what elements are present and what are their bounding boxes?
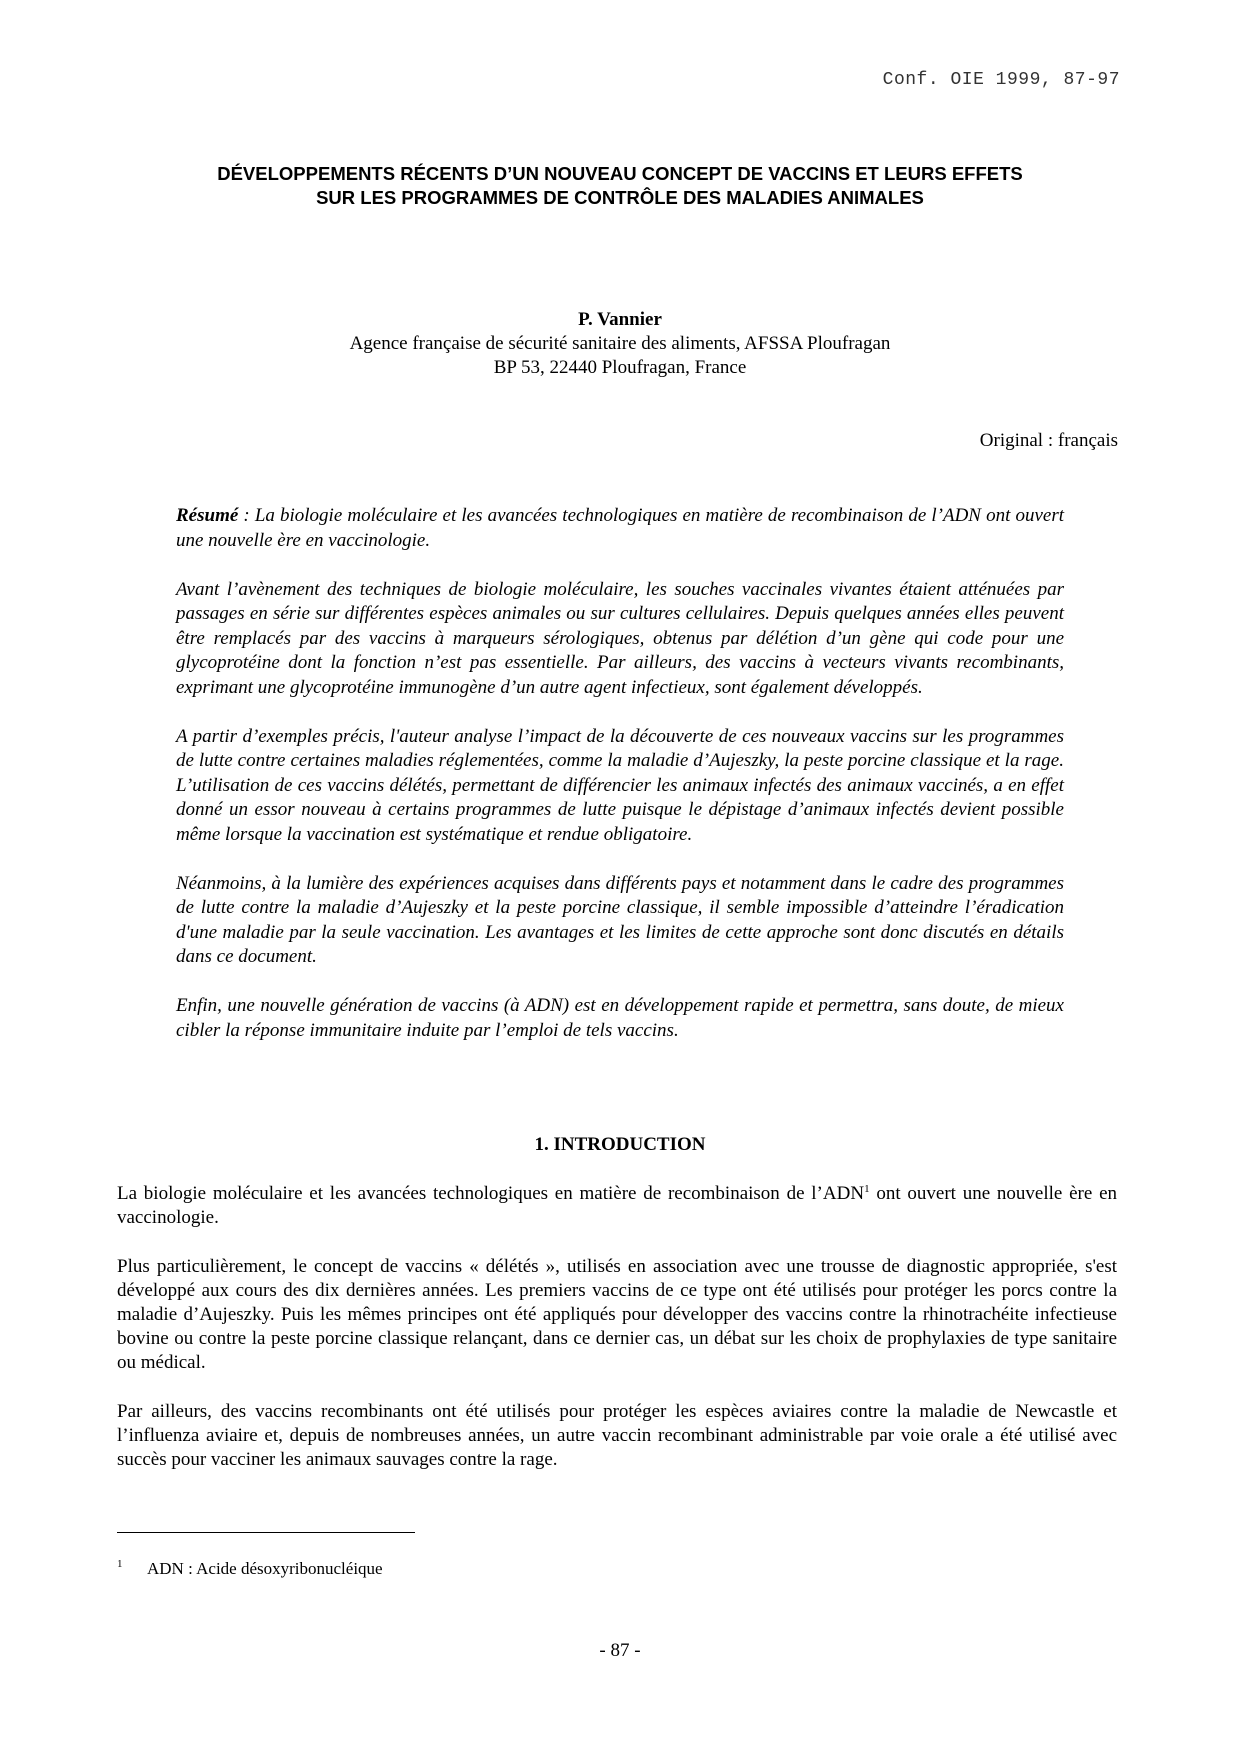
conference-reference: Conf. OIE 1999, 87-97 bbox=[882, 70, 1120, 90]
footnote-text: ADN : Acide désoxyribonucléique bbox=[147, 1559, 383, 1578]
author-address: BP 53, 22440 Ploufragan, France bbox=[493, 357, 747, 378]
footnote-mark: 1 bbox=[117, 1558, 123, 1570]
abstract-paragraph bbox=[176, 504, 1064, 553]
abstract-paragraph: A partir d’exemples précis, l'auteur analyse l’impact de la découverte de ces nouveaux vaccins sur les programmes de lutte contre certaines maladies réglementées, comme la maladie d’Aujeszky, la peste porcine classique et la rage. L’utilisation de ces vaccins délétés, permettant de différencier les animaux infectés des animaux vaccinés, a en effet donné un essor nouveau à certains programmes de lutte puisque le dépistage d’animaux infectés devient possible même lorsque la vaccination est systématique et rendue obligatoire. bbox=[176, 725, 1064, 845]
abstract-label: Résumé bbox=[176, 505, 239, 526]
page-number: - 87 - bbox=[599, 1640, 641, 1661]
body-text-run: La biologie moléculaire et les avancées technologiques en matière de recombinaison de l’ADN bbox=[117, 1183, 865, 1204]
abstract-paragraph: Avant l’avènement des techniques de biologie moléculaire, les souches vaccinales vivantes étaient atténuées par passages en série sur différentes espèces animales ou sur cultures cellulaires. Depuis quelques années elles peuvent être remplacés par des vaccins à marqueurs sérologiques, obtenus par délétion d’un gène qui code pour une glycoprotéine dont la fonction n’est pas essentielle. Par ailleurs, des vaccins à vecteurs vivants recombinants, exprimant une glycoprotéine immunogène d’un autre agent infectieux, sont également développés. bbox=[176, 578, 1064, 698]
body-paragraph bbox=[117, 1182, 1117, 1230]
footnote-divider bbox=[117, 1532, 415, 1533]
paper-title bbox=[160, 162, 1080, 210]
title-line-1: DÉVELOPPEMENTS RÉCENTS D’UN NOUVEAU CONCEPT DE VACCINS ET LEURS EFFETS bbox=[217, 163, 1023, 184]
section-heading: 1. INTRODUCTION bbox=[534, 1134, 706, 1155]
footnote-ref: 1 bbox=[864, 1183, 870, 1195]
footnote bbox=[117, 1553, 1117, 1580]
abstract bbox=[176, 504, 1064, 1068]
author-affiliation: Agence française de sécurité sanitaire des aliments, AFSSA Ploufragan bbox=[349, 333, 891, 354]
author-block bbox=[160, 308, 1080, 380]
title-line-2: SUR LES PROGRAMMES DE CONTRÔLE DES MALADIES ANIMALES bbox=[316, 187, 924, 208]
abstract-intro: : La biologie moléculaire et les avancées technologiques en matière de recombinaison de l’ADN ont ouvert une nouvelle ère en vaccinologie. bbox=[176, 505, 1064, 551]
body-paragraph: Plus particulièrement, le concept de vaccins « délétés », utilisés en association avec une trousse de diagnostic appropriée, s'est développé aux cours des dix dernières années. Les premiers vaccins de ce type ont été utilisés pour protéger les porcs contre la maladie d’Aujeszky. Puis les mêmes principes ont été appliqués pour développer des vaccins contre la rhinotrachéite infectieuse bovine ou contre la peste porcine classique relançant, dans ce dernier cas, un débat sur les choix de prophylaxies de type sanitaire ou médical. bbox=[117, 1255, 1117, 1374]
body-paragraph: Par ailleurs, des vaccins recombinants ont été utilisés pour protéger les espèces aviaires contre la maladie de Newcastle et l’influenza aviaire et, depuis de nombreuses années, un autre vaccin recombinant administrable par voie orale a été utilisé avec succès pour vacciner les animaux sauvages contre la rage. bbox=[117, 1400, 1117, 1471]
abstract-paragraph: Enfin, une nouvelle génération de vaccins (à ADN) est en développement rapide et permettra, sans doute, de mieux cibler la réponse immunitaire induite par l’emploi de tels vaccins. bbox=[176, 995, 1064, 1041]
body-text bbox=[117, 1182, 1117, 1497]
author-name: P. Vannier bbox=[578, 309, 662, 330]
abstract-paragraph: Néanmoins, à la lumière des expériences acquises dans différents pays et notamment dans le cadre des programmes de lutte contre la maladie d’Aujeszky et la peste porcine classique, il semble impossible d’atteindre l’éradication d'une maladie par la seule vaccination. Les avantages et les limites de cette approche sont donc discutés en détails dans ce document. bbox=[176, 872, 1064, 967]
body-text-run: ont ouvert une nouvelle ère en vaccinologie. bbox=[117, 1183, 1117, 1229]
original-language: Original : français bbox=[979, 430, 1118, 451]
